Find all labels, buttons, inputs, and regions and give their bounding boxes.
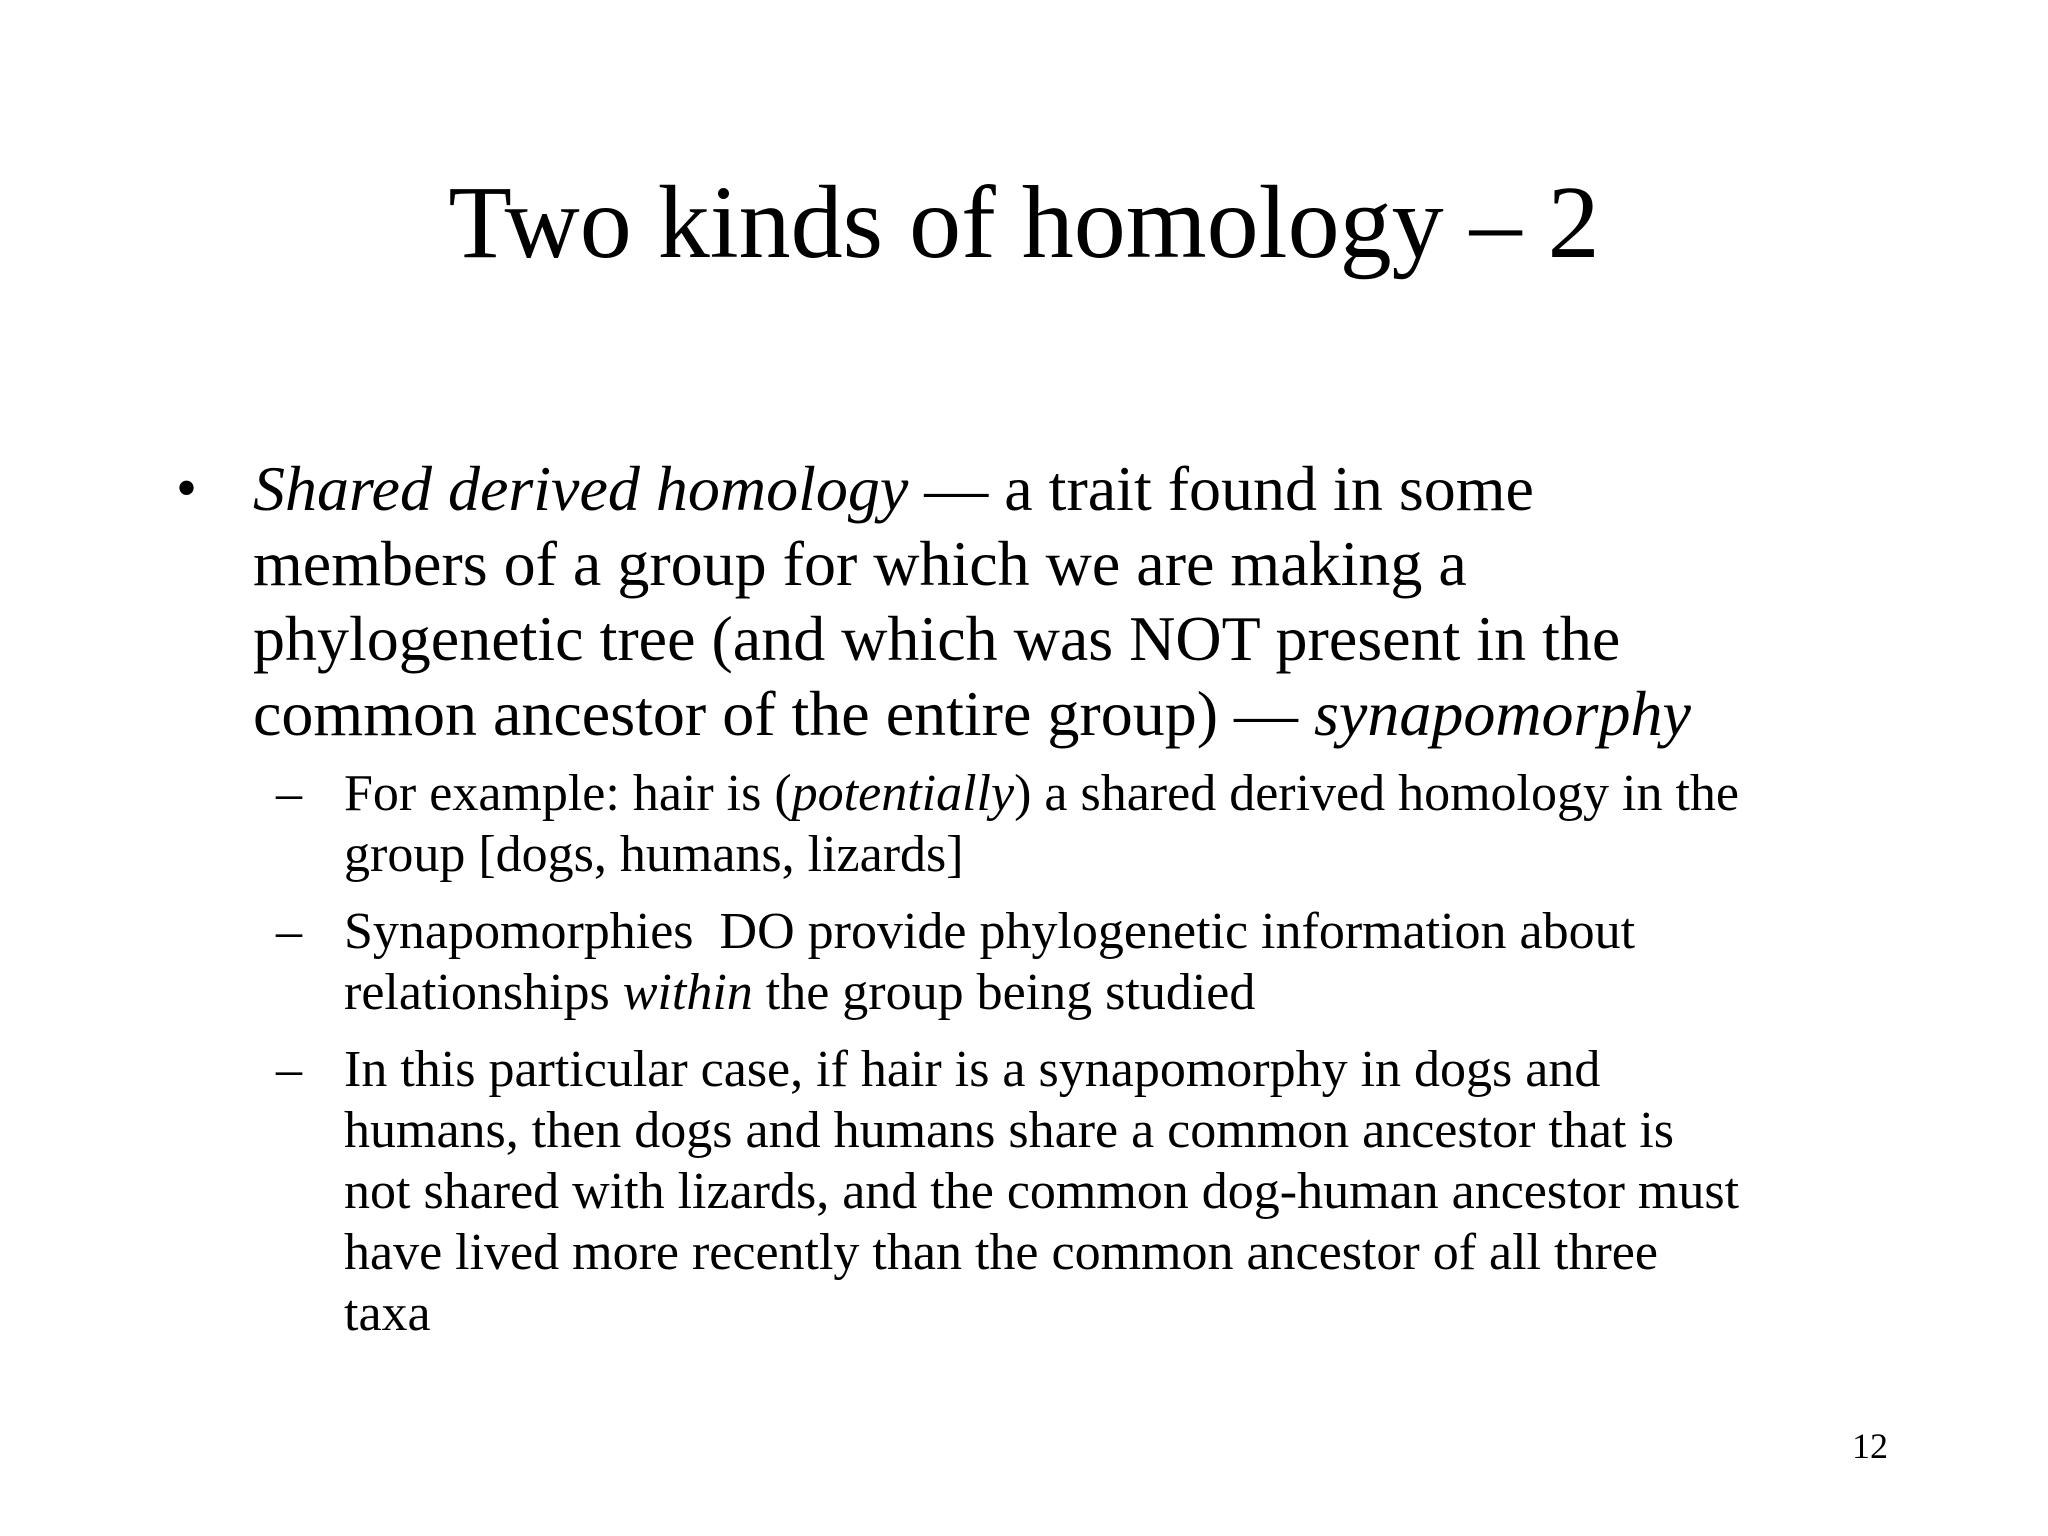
main-bullet-line-2: members of a group for which we are making a (253, 528, 1467, 599)
slide-title: Two kinds of homology – 2 (448, 165, 1600, 280)
sub-bullet-text (344, 901, 1904, 1023)
main-bullet-line-3: phylogenetic tree (and which was NOT present in the (253, 603, 1621, 674)
main-bullet-text (253, 451, 1913, 751)
sub-bullet-2-line-1: Synapomorphies DO provide phylogenetic information about (344, 903, 1636, 960)
term-shared-derived-homology: Shared derived homology (253, 453, 909, 524)
dash-icon: – (276, 765, 302, 822)
dash-icon: – (276, 903, 302, 960)
page-number: 12 (1852, 1426, 1888, 1466)
term-synapomorphy: synapomorphy (1314, 678, 1691, 749)
sub-bullet-3-line-4: have lived more recently than the common ancestor of all three (344, 1224, 1658, 1281)
main-bullet-line-4-pre: common ancestor of the entire group) — (253, 678, 1314, 749)
sub-bullet-2-line-2 (344, 962, 1904, 1023)
sub-bullet-text (344, 763, 1904, 885)
sub-bullet-2-line-2-post: the group being studied (752, 964, 1256, 1021)
term-potentially: potentially (791, 765, 1015, 822)
main-bullet-line-1-rest: — a trait found in some (908, 453, 1534, 524)
sub-bullet-1-line-1 (344, 763, 1904, 824)
sub-bullet-3-line-2: humans, then dogs and humans share a common ancestor that is (344, 1102, 1675, 1159)
main-bullet-line-4 (253, 676, 1913, 751)
main-bullet-line-1 (253, 451, 1913, 526)
sub-bullet-3-line-5: taxa (344, 1285, 431, 1342)
sub-bullet-1-line-2: group [dogs, humans, lizards] (344, 826, 964, 883)
sub-bullet-1-line-1-pre: For example: hair is ( (344, 765, 792, 822)
sub-bullet-2-line-2-pre: relationships (344, 964, 623, 1021)
term-within: within (622, 964, 753, 1021)
dash-icon: – (276, 1041, 302, 1098)
bullet-dot-icon: • (176, 455, 198, 521)
sub-bullet-3-line-1: In this particular case, if hair is a synapomorphy in dogs and (344, 1041, 1601, 1098)
sub-bullet-text (344, 1039, 1904, 1344)
sub-bullet-3-line-3: not shared with lizards, and the common dog-human ancestor must (344, 1163, 1740, 1220)
sub-bullet-1-line-1-post: ) a shared derived homology in the (1014, 765, 1739, 822)
